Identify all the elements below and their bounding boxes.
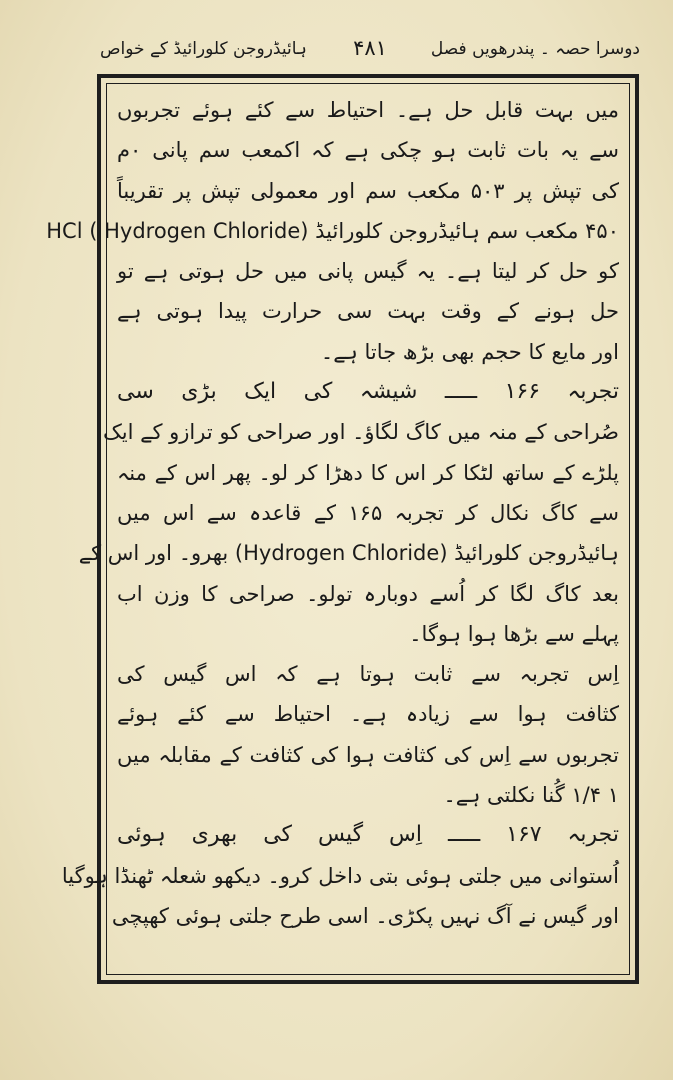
text-line: میں بہت قابل حل ہے۔ احتیاط سے کئے ہوئے تجربوں (117, 98, 619, 122)
text-line: کو حل کر لیتا ہے۔ یہ گیس پانی میں حل ہوتی ہے تو (117, 259, 619, 284)
text-line: بعد کاگ لگا کر اُسے دوبارہ تولو۔ صراحی کا وزن اب (117, 581, 619, 606)
body-text (46, 90, 619, 936)
text-line: ۱ ۱/۴ گُنا نکلتی ہے۔ (443, 783, 619, 808)
text-line: صُراحی کے منہ میں کاگ لگاؤ۔ اور صراحی کو ترازو کے ایک (103, 420, 619, 445)
text-line: سے یہ بات ثابت ہو چکی ہے کہ اکمعب سم پانی ۰م (117, 138, 619, 163)
text-line: سے کاگ نکال کر تجربہ ۱۶۵ کے قاعدہ سے اس میں (117, 500, 619, 525)
text-line: اُستوانی میں جلتی ہوئی بتی داخل کرو۔ دیکھو شعلہ ٹھنڈا ہوگیا (61, 863, 619, 888)
page-number: ۴۸۱ (353, 36, 387, 60)
text-line: تجربوں سے اِس کی کثافت ہوا کی کثافت کے مقابلہ میں (117, 742, 619, 767)
text-frame (46, 74, 639, 984)
text-line: اِس تجربہ سے ثابت ہوتا ہے کہ اس گیس کی (117, 662, 619, 687)
text-line: کثافت ہوا سے زیادہ ہے۔ احتیاط سے کئے ہوئے (117, 702, 619, 727)
text-line: اور گیس نے آگ نہیں پکڑی۔ اسی طرح جلتی ہوئی کھپچی (111, 903, 619, 928)
section-title: ہائیڈروجن کلورائیڈ کے خواص (100, 39, 307, 59)
part-chapter-label: دوسرا حصہ ۔ پندرھویں فصل (430, 39, 640, 59)
experiment-heading: تجربہ ۱۶۷ ـــــ اِس گیس کی بھری ہوئی (117, 822, 619, 848)
text-line: ہائیڈروجن کلورائیڈ (Hydrogen Chloride) بھرو۔ اور اس کے (78, 541, 619, 566)
text-line: ۴۵۰ مکعب سم ہائیڈروجن کلورائیڈ (Hydrogen Chloride ) HCl (46, 218, 619, 243)
text-line: اور مایع کا حجم بھی بڑھ جاتا ہے۔ (320, 339, 619, 364)
running-head (100, 34, 640, 68)
text-line: پہلے سے بڑھا ہوا ہوگا۔ (409, 621, 619, 646)
text-line: حل ہونے کے وقت بہت سی حرارت پیدا ہوتی ہے (117, 299, 619, 324)
experiment-heading: تجربہ ۱۶۶ ـــــ شیشہ کی ایک بڑی سی (117, 379, 619, 405)
text-line: کی تپش پر ۵۰۳ مکعب سم اور معمولی تپش پر تقریباً (117, 178, 619, 203)
text-line: پلڑے کے ساتھ لٹکا کر اس کا دھڑا کر لو۔ پھر اس کے منہ (117, 460, 619, 485)
